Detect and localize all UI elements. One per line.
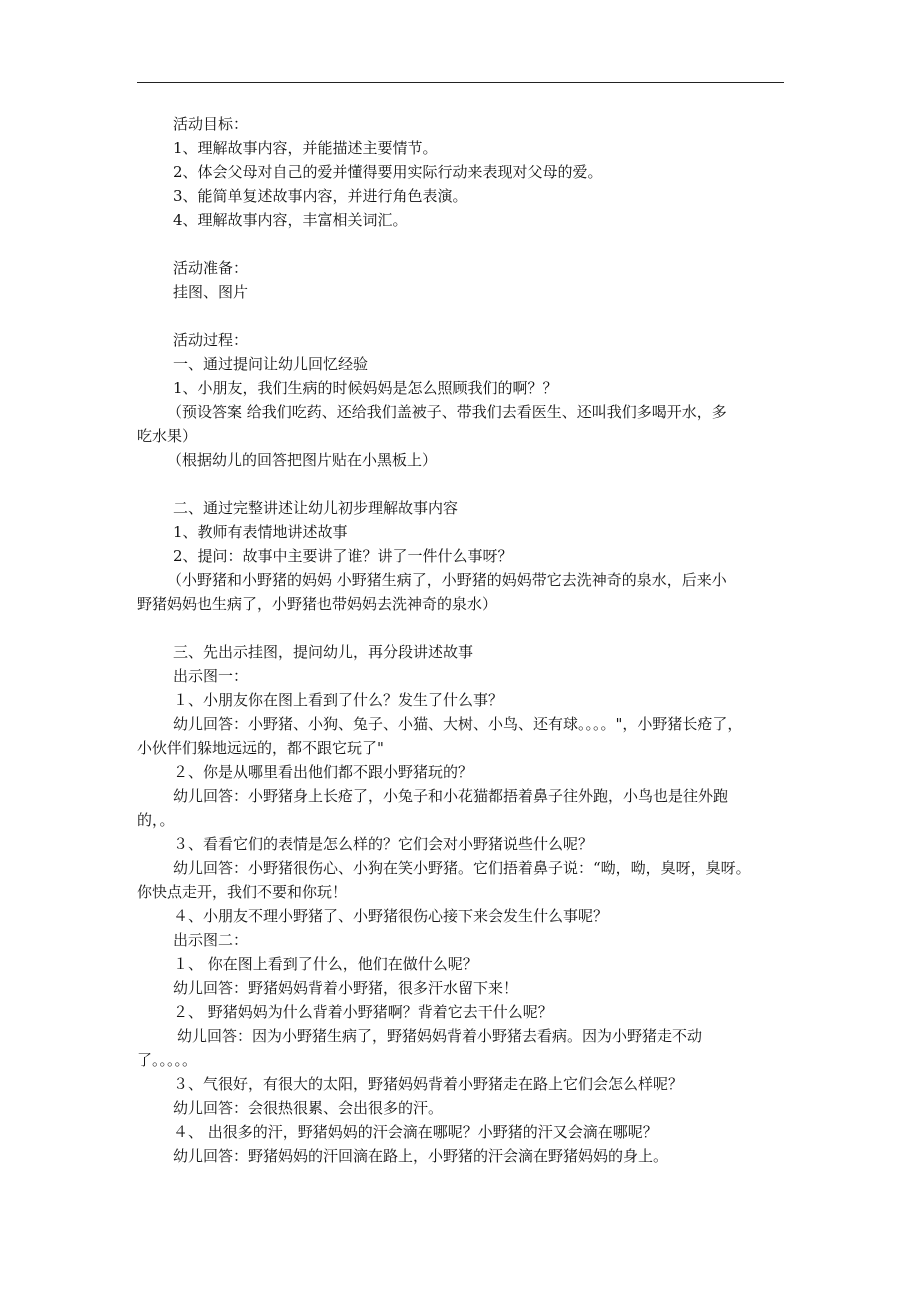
question: １、小朋友你在图上看到了什么？发生了什么事？ — [173, 691, 504, 709]
question: ４、 出很多的汗，野猪妈妈的汗会滴在哪呢？小野猪的汗又会滴在哪呢？ — [173, 1123, 658, 1141]
section-title: 一、通过提问让幼儿回忆经验 — [173, 355, 369, 373]
picture-label: 出示图一： — [173, 667, 249, 685]
process-heading: 活动过程： — [173, 331, 249, 349]
prep-text: 挂图、图片 — [173, 283, 249, 301]
list-item: 2、提问：故事中主要讲了谁？讲了一件什么事呀？ — [173, 547, 513, 565]
answer-line: 幼儿回答：会很热很累、会出很多的汗。 — [173, 1099, 444, 1117]
answer-line: （小野猪和小野猪的妈妈 小野猪生病了，小野猪的妈妈带它去洗神奇的泉水，后来小 — [167, 571, 727, 589]
answer-line: 幼儿回答：因为小野猪生病了，野猪妈妈背着小野猪去看病。因为小野猪走不动 — [177, 1027, 703, 1045]
answer-line: （预设答案 给我们吃药、还给我们盖被子、带我们去看医生、还叫我们多喝开水，多 — [167, 403, 727, 421]
list-item: 1、教师有表情地讲述故事 — [173, 523, 348, 541]
goal-item: 2、体会父母对自己的爱并懂得要用实际行动来表现对父母的爱。 — [173, 163, 603, 181]
answer-line: 你快点走开，我们不要和你玩！ — [137, 883, 348, 901]
goal-item: 4、理解故事内容，丰富相关词汇。 — [173, 211, 408, 229]
header-rule — [137, 82, 784, 83]
prep-heading: 活动准备： — [173, 259, 249, 277]
answer-line: 幼儿回答：野猪妈妈的汗回滴在路上，小野猪的汗会滴在野猪妈妈的身上。 — [173, 1147, 669, 1165]
answer-line: 幼儿回答：野猪妈妈背着小野猪，很多汗水留下来！ — [173, 979, 519, 997]
question: １、 你在图上看到了什么，他们在做什么呢？ — [173, 955, 478, 973]
question: ３、看看它们的表情是怎么样的？它们会对小野猪说些什么呢？ — [173, 835, 594, 853]
goals-heading: 活动目标： — [173, 115, 249, 133]
answer-line: 吃水果） — [137, 427, 198, 445]
section-title: 三、先出示挂图，提问幼儿，再分段讲述故事 — [173, 643, 474, 661]
question: ３、气很好，有很大的太阳，野猪妈妈背着小野猪走在路上它们会怎么样呢？ — [173, 1075, 684, 1093]
answer-line: 幼儿回答：小野猪很伤心、小狗在笑小野猪。它们捂着鼻子说：“呦，呦，臭呀，臭呀。 — [173, 859, 751, 877]
answer-line: 幼儿回答：小野猪、小狗、兔子、小猫、大树、小鸟、还有球。。。。"，小野猪长疮了， — [173, 715, 743, 733]
answer-line: 的，。 — [137, 811, 175, 829]
question: ２、 野猪妈妈为什么背着小野猪啊？背着它去干什么呢？ — [173, 1003, 553, 1021]
goal-item: 3、能简单复述故事内容，并进行角色表演。 — [173, 187, 468, 205]
note-line: （根据幼儿的回答把图片贴在小黑板上） — [167, 451, 438, 469]
question: ４、小朋友不理小野猪了、小野猪很伤心接下来会发生什么事呢？ — [173, 907, 609, 925]
spacer — [137, 616, 784, 640]
question: 1、小朋友，我们生病的时候妈妈是怎么照顾我们的啊？？ — [173, 379, 558, 397]
picture-label: 出示图二： — [173, 931, 249, 949]
question: ２、你是从哪里看出他们都不跟小野猪玩的？ — [173, 763, 474, 781]
goal-item: 1、理解故事内容，并能描述主要情节。 — [173, 139, 438, 157]
document-body — [137, 112, 784, 1168]
answer-line: 幼儿回答：小野猪身上长疮了，小兔子和小花猫都捂着鼻子往外跑，小鸟也是往外跑 — [173, 787, 729, 805]
answer-line: 了。。。。。 — [137, 1051, 198, 1069]
spacer — [137, 472, 784, 496]
spacer — [137, 304, 784, 328]
spacer — [137, 232, 784, 256]
section-title: 二、通过完整讲述让幼儿初步理解故事内容 — [173, 499, 459, 517]
answer-line: 野猪妈妈也生病了，小野猪也带妈妈去洗神奇的泉水） — [137, 595, 498, 613]
answer-line: 小伙伴们躲地远远的，都不跟它玩了" — [137, 739, 384, 757]
